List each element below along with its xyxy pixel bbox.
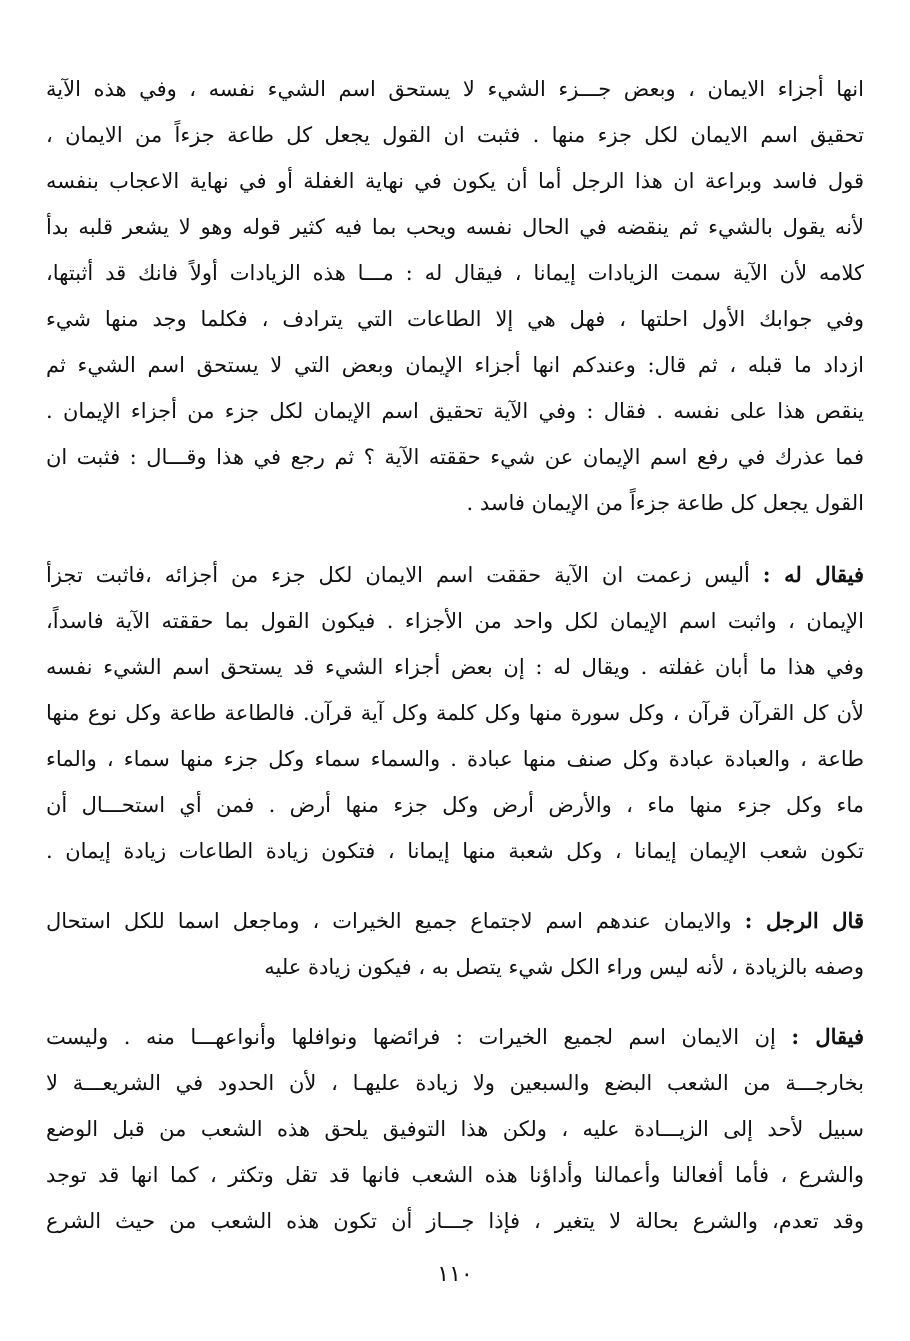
paragraph-4 [46,1014,864,1244]
text-line: القول يجعل كل طاعة جزءاً من الإيمان فاسد . [466,491,864,515]
text-line: لأن كل القرآن قرآن ، وكل سورة منها وكل كلمة وكل آية قرآن. فالطاعة طاعة وكل نوع منها [46,701,864,725]
text-line: ماء وكل جزء منها ماء ، والأرض أرض وكل جزء منها أرض . فمن أي استحـــال أن [46,793,864,817]
text-line: تكون شعب الإيمان إيمانا ، وكل شعبة منها إيمانا ، فتكون زيادة الطاعات زيادة إيمان . [46,839,864,863]
paragraph-2 [46,552,864,874]
paragraph-3 [46,898,864,990]
paragraph-1 [46,66,864,526]
text-line: قول فاسد وبراعة ان هذا الرجل أما أن يكون في نهاية الغفلة أو في نهاية الاعجاب بنفسه [46,169,864,193]
text-line: تحقيق اسم الايمان لكل جزء منها . فثبت ان القول يجعل كل طاعة جزءاً من الايمان ، [46,123,864,147]
paragraph-lead: فيقال له : [762,562,864,587]
text-line: كلامه لأن الآية سمت الزيادات إيمانا ، فيقال له : مـــا هذه الزيادات أولاً فانك قد أثبتها، [46,261,864,285]
text-line: سبيل لأحد إلى الزيـــادة عليه ، ولكن هذا التوفيق يلحق هذه الشعب من قبل الوضع [46,1117,864,1141]
text-line: لأنه يقول بالشيء ثم ينقضه في الحال نفسه ويحب بما فيه كثير قوله وهو لا يشعر قلبه بدأ [46,215,864,239]
text-line-with-lead [46,1014,864,1060]
text-line-body: إن الايمان اسم لجميع الخيرات : فرائضها ونوافلها وأنواعهـــا منه . وليست [46,1025,776,1049]
page-body [46,66,864,1244]
text-line: الإيمان ، واثبت اسم الإيمان لكل واحد من الأجزاء . فيكون القول بما حققته الآية فاسداً، [46,609,864,633]
text-line: بخارجـــة من الشعب البضع والسبعين ولا زيادة عليهـا ، لأن الحدود في الشريعـــة لا [46,1071,864,1095]
text-line-with-lead [46,898,864,944]
text-line: وقد تعدم، والشرع بحالة لا يتغير ، فإذا جـــاز أن تكون هذه الشعب من حيث الشرع [46,1209,864,1233]
page-number: ١١٠ [437,1262,473,1287]
text-line: طاعة ، والعبادة عبادة وكل صنف منها عبادة . والسماء سماء وكل جزء منها سماء ، والماء [46,747,864,771]
text-line: فما عذرك في رفع اسم الإيمان عن شيء حققته الآية ؟ ثم رجع في هذا وقـــال : فثبت ان [46,445,864,469]
text-line-with-lead [46,552,864,598]
text-line: ينقص هذا على نفسه . فقال : وفي الآية تحقيق اسم الإيمان لكل جزء من أجزاء الإيمان . [46,399,864,423]
text-line: وفي هذا ما أبان غفلته . ويقال له : إن بعض أجزاء الشيء قد يستحق اسم الشيء نفسه [46,655,864,679]
text-line: والشرع ، فأما أفعالنا وأعمالنا وأداؤنا هذه الشعب فانها قد تقل وتكثر ، كما انها قد توجد [46,1163,864,1187]
text-line: ازداد ما قبله ، ثم قال: وعندكم انها أجزاء الإيمان وبعض التي لا يستحق اسم الشيء ثم [46,353,864,377]
paragraph-lead: قال الرجل : [744,908,864,933]
text-line: وفي جوابك الأول احلتها ، فهل هي إلا الطاعات التي يترادف ، فكلما وجد منها شيء [46,307,864,331]
text-line-body: والايمان عندهم اسم لاجتماع جميع الخيرات ، وماجعل اسما للكل استحال [46,909,732,933]
text-line: وصفه بالزيادة ، لأنه ليس وراء الكل شيء يتصل به ، فيكون زيادة عليه [264,955,864,979]
paragraph-lead: فيقال : [791,1024,864,1049]
text-line-body: ألیس زعمت ان الآية حققت اسم الایمان لكل جزء من أجزائه ،فاثبت تجزأ [46,563,750,587]
text-line: انها أجزاء الايمان ، وبعض جـــزء الشيء لا يستحق اسم الشيء نفسه ، وفي هذه الآية [46,77,864,101]
